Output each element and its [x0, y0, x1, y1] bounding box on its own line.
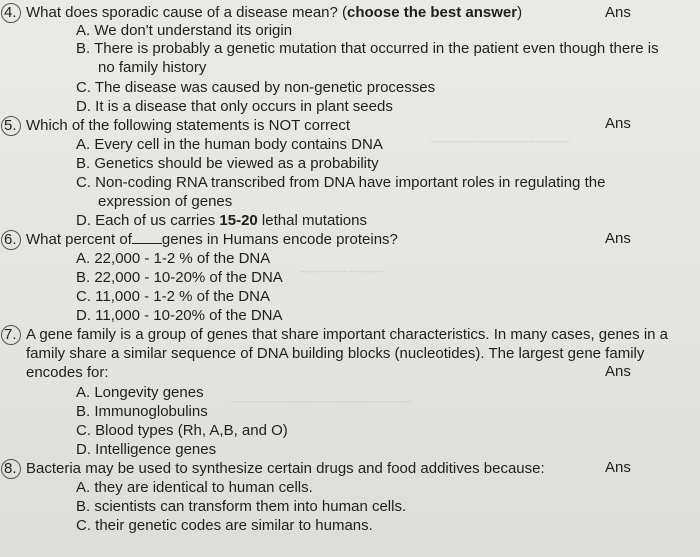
option-5c: C. Non-coding RNA transcribed from DNA have important roles in regulating the [76, 174, 606, 191]
question-number-circle [1, 116, 21, 136]
question-7-text-line-1: A gene family is a group of genes that share important characteristics. In many cases, genes in a [26, 326, 669, 343]
option-4d: D. It is a disease that only occurs in plant seeds [76, 98, 393, 115]
question-4-number: 4. [4, 4, 17, 22]
question-7-text-line-3: encodes for: [26, 364, 109, 381]
answer-label-6: Ans [605, 230, 631, 247]
option-5d: D. Each of us carries 15-20 lethal mutations [76, 212, 367, 229]
answer-label-8: Ans [605, 459, 631, 476]
option-7b: B. Immunoglobulins [76, 403, 208, 420]
question-4-text: What does sporadic cause of a disease mean? (choose the best answer) [26, 4, 523, 21]
option-6c: C. 11,000 - 1-2 % of the DNA [76, 288, 270, 305]
option-6a: A. 22,000 - 1-2 % of the DNA [76, 250, 271, 267]
option-4a: A. We don't understand its origin [76, 22, 293, 39]
bleed-through-text: ~~~~~~~~~~~~ [300, 265, 385, 279]
option-8b: B. scientists can transform them into human cells. [76, 498, 407, 515]
question-number-circle [1, 3, 21, 23]
answer-label-4: Ans [605, 4, 631, 21]
option-4b-continued: no family history [98, 59, 207, 76]
question-7-text-line-2: family share a similar sequence of DNA building blocks (nucleotides). The largest gene family [26, 345, 645, 362]
option-5a: A. Every cell in the human body contains DNA [76, 136, 383, 153]
bleed-through-text: ~~~~~~~~~~~~~~~~~~~~ [430, 135, 571, 149]
question-8-text: Bacteria may be used to synthesize certain drugs and food additives because: [26, 460, 545, 477]
option-6d: D. 11,000 - 10-20% of the DNA [76, 307, 283, 324]
question-number-circle [1, 230, 21, 250]
question-7-number: 7. [4, 326, 17, 344]
option-7a: A. Longevity genes [76, 384, 204, 401]
question-number-circle [1, 459, 21, 479]
option-4c: C. The disease was caused by non-genetic processes [76, 79, 436, 96]
answer-blank [132, 231, 162, 244]
option-8a: A. they are identical to human cells. [76, 479, 313, 496]
option-7c: C. Blood types (Rh, A,B, and O) [76, 422, 288, 439]
question-5-number: 5. [4, 117, 17, 135]
question-4-emphasis: choose the best answer [347, 4, 518, 21]
bleed-through-text: ~~~~~~~~~~~~~~~~~~~~~~~~~~ [230, 395, 413, 409]
answer-label-5: Ans [605, 115, 631, 132]
option-6b: B. 22,000 - 10-20% of the DNA [76, 269, 283, 286]
option-5c-continued: expression of genes [98, 193, 233, 210]
option-8c: C. their genetic codes are similar to humans. [76, 517, 373, 534]
answer-label-7: Ans [605, 363, 631, 380]
question-8-number: 8. [4, 460, 17, 478]
option-4b: B. There is probably a genetic mutation that occurred in the patient even though there is [76, 40, 659, 57]
question-6-number: 6. [4, 231, 17, 249]
option-5d-emphasis: 15-20 [219, 212, 258, 229]
question-5-text: Which of the following statements is NOT correct [26, 117, 351, 134]
question-6-text: What percent of genes in Humans encode proteins? [26, 231, 398, 248]
option-5b: B. Genetics should be viewed as a probability [76, 155, 379, 172]
option-7d: D. Intelligence genes [76, 441, 217, 458]
question-number-circle [1, 325, 21, 345]
